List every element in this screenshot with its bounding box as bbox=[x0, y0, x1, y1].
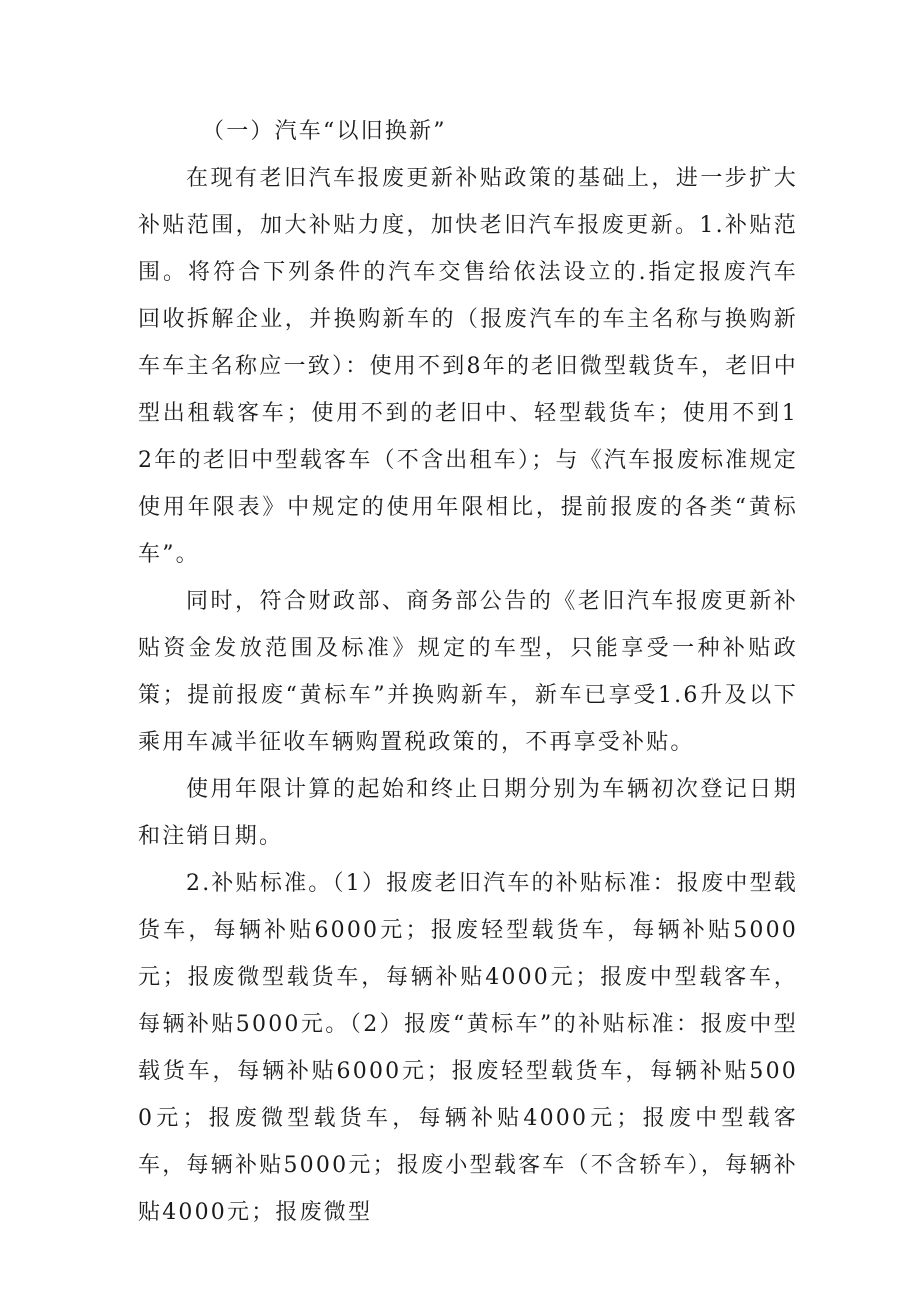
paragraph-subsidy-scope: 在现有老旧汽车报废更新补贴政策的基础上，进一步扩大补贴范围，加大补贴力度，加快老旧汽车报废更新。1.补贴范围。将符合下列条件的汽车交售给依法设立的.指定报废汽车回收拆解企业，并换购新车的（报废汽车的车主名称与换购新车车主名称应一致）：使用不到8年的老旧微型载货车，老旧中型出租载客车；使用不到的老旧中、轻型载货车；使用不到12年的老旧中型载客车（不含出租车）；与《汽车报废标准规定使用年限表》中规定的使用年限相比，提前报废的各类“黄标车”。 bbox=[138, 166, 798, 567]
paragraph-single-policy: 同时，符合财政部、商务部公告的《老旧汽车报废更新补贴资金发放范围及标准》规定的车型，只能享受一种补贴政策；提前报废“黄标车”并换购新车，新车已享受1.6升及以下乘用车减半征收车辆购置税政策的，不再享受补贴。 bbox=[138, 589, 798, 755]
section-heading: （一）汽车“以旧换新” bbox=[202, 119, 447, 144]
paragraph-subsidy-standard: 2.补贴标准。（1）报废老旧汽车的补贴标准：报废中型载货车，每辆补贴6000元；报废轻型载货车，每辆补贴5000元；报废微型载货车，每辆补贴4000元；报废中型载客车，每辆补贴5000元。（2）报废“黄标车”的补贴标准：报废中型载货车，每辆补贴6000元；报废轻型载货车，每辆补贴5000元；报废微型载货车，每辆补贴4000元；报废中型载客车，每辆补贴5000元；报废小型载客车（不含轿车），每辆补贴4000元；报废微型 bbox=[138, 871, 798, 1225]
document-body bbox=[138, 108, 798, 1236]
paragraph-usage-period: 使用年限计算的起始和终止日期分别为车辆初次登记日期和注销日期。 bbox=[138, 777, 798, 849]
